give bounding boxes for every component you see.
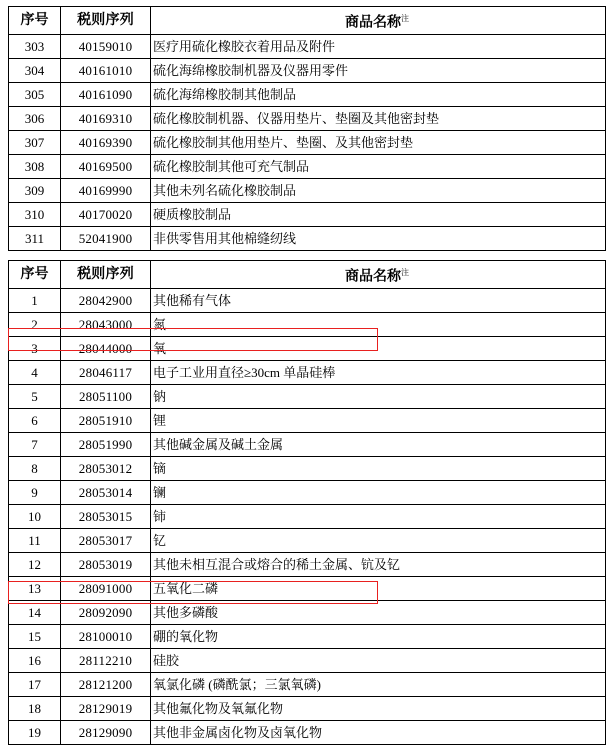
cell-seq: 1 [9,289,61,313]
cell-name: 电子工业用直径≥30cm 单晶硅棒 [151,361,606,385]
cell-name: 其他氟化物及氧氟化物 [151,697,606,721]
cell-name: 钠 [151,385,606,409]
cell-name: 其他非金属卤化物及卤氧化物 [151,721,606,745]
cell-code: 28051990 [61,433,151,457]
cell-code: 28092090 [61,601,151,625]
column-header-code: 税则序列 [61,7,151,35]
cell-code: 40169500 [61,155,151,179]
cell-seq: 10 [9,505,61,529]
cell-seq: 11 [9,529,61,553]
table-row [9,289,606,313]
table-row [9,409,606,433]
table-row [9,385,606,409]
cell-code: 28053014 [61,481,151,505]
cell-seq: 14 [9,601,61,625]
cell-code: 28091000 [61,577,151,601]
cell-seq: 12 [9,553,61,577]
cell-name: 非供零售用其他棉缝纫线 [151,227,606,251]
column-header-name [151,7,606,35]
table-row [9,457,606,481]
cell-name: 硫化橡胶制其他可充气制品 [151,155,606,179]
cell-seq: 9 [9,481,61,505]
cell-seq: 303 [9,35,61,59]
cell-seq: 16 [9,649,61,673]
table-row [9,697,606,721]
cell-code: 28053017 [61,529,151,553]
table-row [9,577,606,601]
cell-seq: 305 [9,83,61,107]
table-row [9,59,606,83]
cell-name: 五氧化二磷 [151,577,606,601]
table-row [9,529,606,553]
column-header-name-text: 商品名称 [345,269,401,285]
column-header-code: 税则序列 [61,261,151,289]
cell-seq: 304 [9,59,61,83]
cell-name: 其他多磷酸 [151,601,606,625]
cell-code: 28051910 [61,409,151,433]
table-row [9,203,606,227]
cell-seq: 310 [9,203,61,227]
table-row [9,107,606,131]
cell-seq: 19 [9,721,61,745]
table-row [9,601,606,625]
cell-name: 铈 [151,505,606,529]
cell-name: 硫化海绵橡胶制机器及仪器用零件 [151,59,606,83]
table-row [9,337,606,361]
cell-code: 52041900 [61,227,151,251]
cell-name: 其他未列名硫化橡胶制品 [151,179,606,203]
cell-code: 40161010 [61,59,151,83]
cell-code: 28044000 [61,337,151,361]
cell-name: 硫化海绵橡胶制其他制品 [151,83,606,107]
cell-name: 硫化橡胶制机器、仪器用垫片、垫圈及其他密封垫 [151,107,606,131]
cell-code: 28112210 [61,649,151,673]
cell-code: 28053015 [61,505,151,529]
cell-seq: 306 [9,107,61,131]
cell-seq: 6 [9,409,61,433]
cell-code: 40169990 [61,179,151,203]
cell-name: 氧氯化磷 (磷酰氯；三氯氧磷) [151,673,606,697]
table-row [9,83,606,107]
cell-code: 40161090 [61,83,151,107]
cell-code: 40169310 [61,107,151,131]
column-header-name [151,261,606,289]
cell-code: 28053019 [61,553,151,577]
table-row [9,481,606,505]
cell-name: 氧 [151,337,606,361]
cell-name: 钇 [151,529,606,553]
cell-seq: 13 [9,577,61,601]
cell-name: 镧 [151,481,606,505]
cell-code: 28042900 [61,289,151,313]
cell-seq: 15 [9,625,61,649]
table-row [9,553,606,577]
table-header-row [9,261,606,289]
cell-seq: 17 [9,673,61,697]
cell-seq: 309 [9,179,61,203]
cell-code: 28100010 [61,625,151,649]
cell-code: 28046117 [61,361,151,385]
table-row [9,179,606,203]
cell-code: 28053012 [61,457,151,481]
column-header-seq: 序号 [9,261,61,289]
cell-seq: 18 [9,697,61,721]
tariff-table-bottom [8,260,606,745]
column-header-seq: 序号 [9,7,61,35]
table-gap [8,251,605,260]
cell-code: 28121200 [61,673,151,697]
cell-seq: 7 [9,433,61,457]
cell-code: 28043000 [61,313,151,337]
cell-name: 氮 [151,313,606,337]
table-header-row [9,7,606,35]
cell-code: 40169390 [61,131,151,155]
cell-code: 28051100 [61,385,151,409]
cell-name: 其他稀有气体 [151,289,606,313]
cell-seq: 5 [9,385,61,409]
cell-name: 其他未相互混合或熔合的稀土金属、钪及钇 [151,553,606,577]
table-row [9,673,606,697]
table-row [9,433,606,457]
cell-name: 医疗用硫化橡胶衣着用品及附件 [151,35,606,59]
cell-seq: 308 [9,155,61,179]
table-row [9,35,606,59]
table-row [9,227,606,251]
cell-code: 28129090 [61,721,151,745]
cell-name: 硫化橡胶制其他用垫片、垫圈、及其他密封垫 [151,131,606,155]
table-row [9,131,606,155]
cell-seq: 4 [9,361,61,385]
cell-name: 硬质橡胶制品 [151,203,606,227]
cell-seq: 3 [9,337,61,361]
cell-code: 40159010 [61,35,151,59]
table-row-highlighted [9,649,606,673]
cell-seq: 2 [9,313,61,337]
cell-name: 锂 [151,409,606,433]
cell-seq: 8 [9,457,61,481]
cell-code: 28129019 [61,697,151,721]
cell-name: 镝 [151,457,606,481]
cell-name: 硅胶 [151,649,606,673]
table-row [9,721,606,745]
note-marker: 注 [401,267,409,277]
cell-name: 硼的氧化物 [151,625,606,649]
cell-seq: 311 [9,227,61,251]
note-marker: 注 [401,13,409,23]
cell-code: 40170020 [61,203,151,227]
cell-seq: 307 [9,131,61,155]
table-row [9,505,606,529]
cell-name: 其他碱金属及碱土金属 [151,433,606,457]
tariff-table-top [8,6,606,251]
table-row [9,155,606,179]
table-row [9,313,606,337]
table-row-highlighted [9,361,606,385]
column-header-name-text: 商品名称 [345,15,401,31]
table-row [9,625,606,649]
